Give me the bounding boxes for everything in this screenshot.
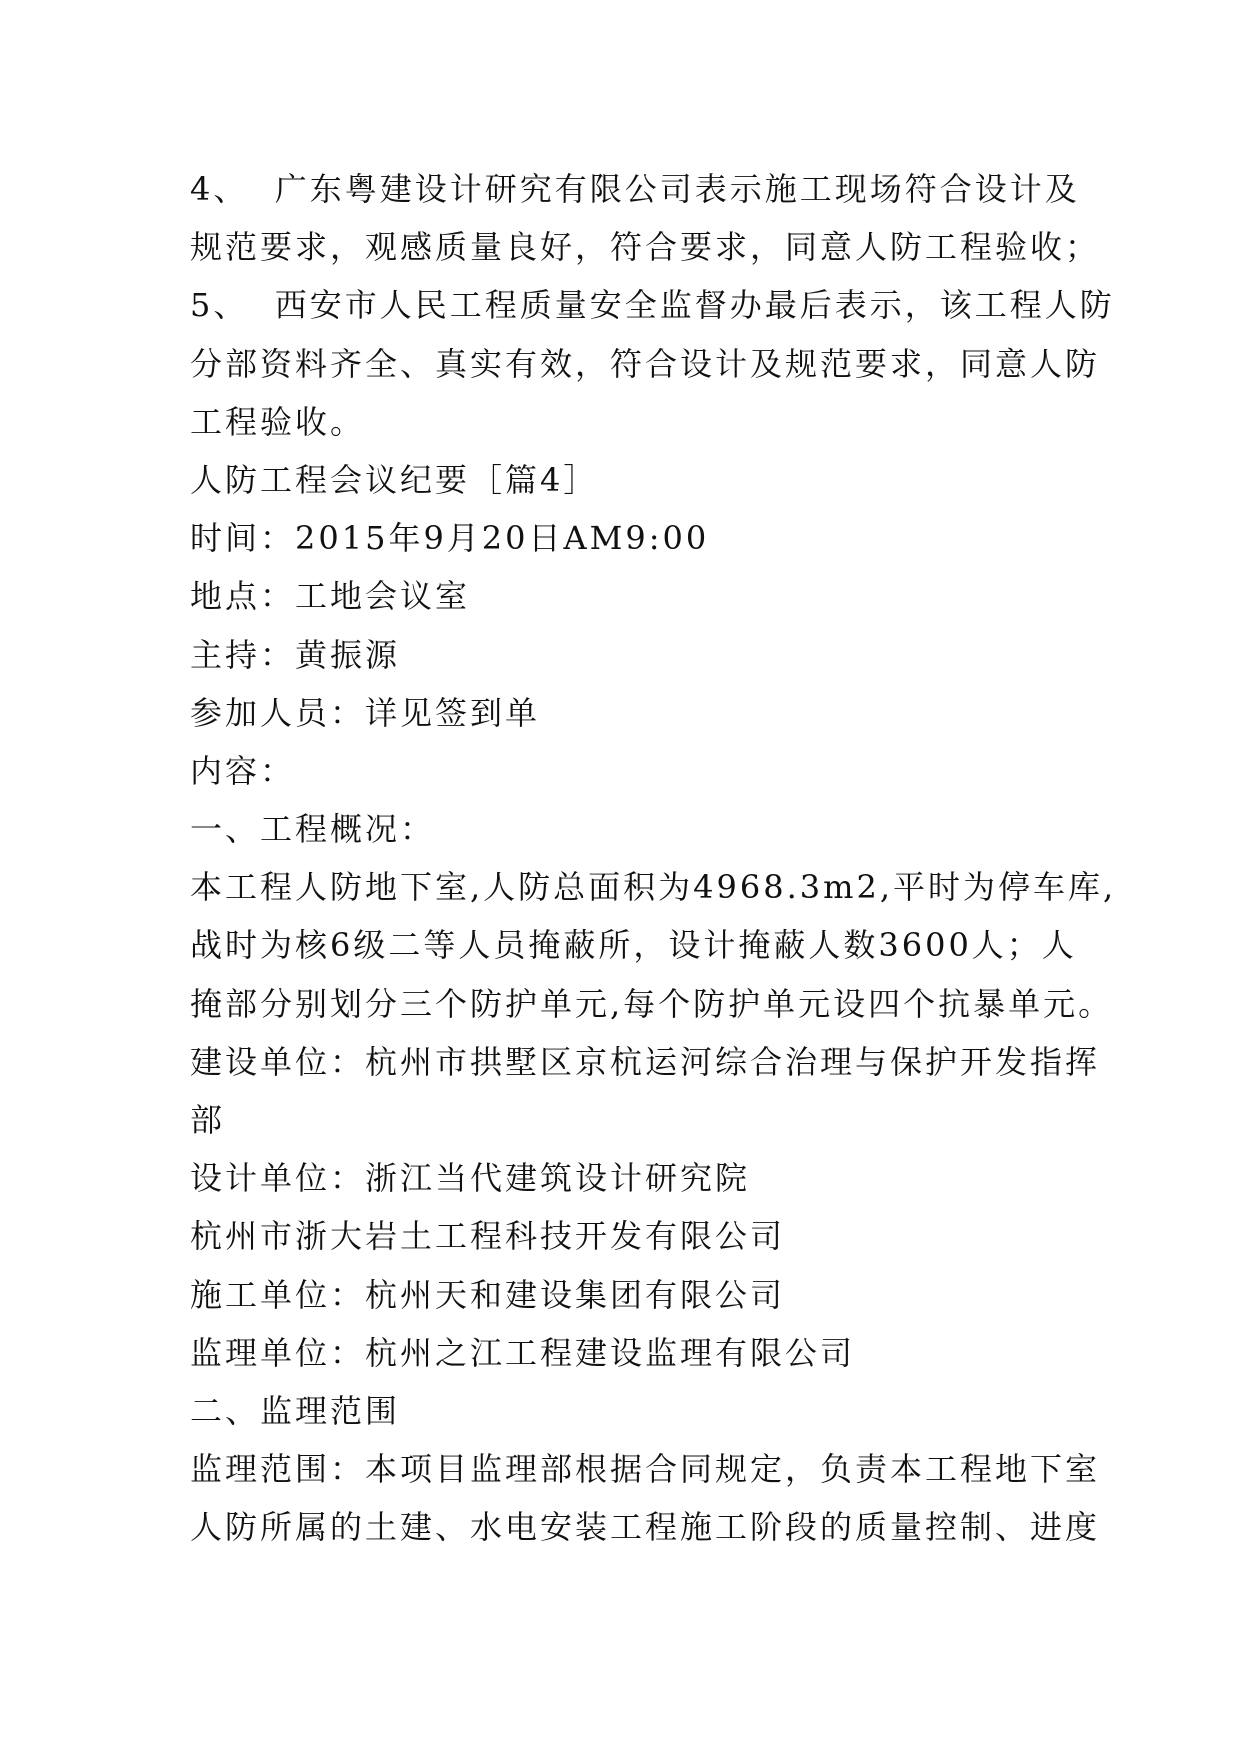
meeting-time: 时间：2015年9月20日AM9:00 [190, 519, 710, 558]
text-line: 5、 西安市人民工程质量安全监督办最后表示，该工程人防 [190, 286, 1115, 325]
meeting-attendees: 参加人员：详见签到单 [190, 693, 541, 732]
subsection-heading: 二、监理范围 [190, 1391, 401, 1430]
subsection-heading: 一、工程概况： [190, 810, 436, 849]
text-line: 本工程人防地下室,人防总面积为4968.3m2,平时为停车库, [190, 868, 1117, 907]
builder-unit: 施工单位：杭州天和建设集团有限公司 [190, 1275, 786, 1314]
text-line: 战时为核6级二等人员掩蔽所，设计掩蔽人数3600人；人 [190, 926, 1077, 965]
text-line: 4、 广东粤建设计研究有限公司表示施工现场符合设计及 [190, 170, 1080, 208]
section-title: 人防工程会议纪要［篇4］ [190, 460, 599, 499]
text-line: 监理范围：本项目监理部根据合同规定，负责本工程地下室 [190, 1450, 1101, 1489]
content-heading: 内容： [190, 751, 296, 790]
meeting-location: 地点：工地会议室 [190, 577, 471, 616]
construction-unit: 建设单位：杭州市拱墅区京杭运河综合治理与保护开发指挥 [190, 1042, 1101, 1081]
text-line: 部 [190, 1101, 226, 1139]
meeting-host: 主持：黄振源 [190, 635, 401, 674]
design-unit-secondary: 杭州市浙大岩土工程科技开发有限公司 [190, 1217, 786, 1256]
document-body [190, 160, 1117, 1557]
text-line: 规范要求，观感质量良好，符合要求，同意人防工程验收； [190, 228, 1101, 267]
text-line: 人防所属的土建、水电安装工程施工阶段的质量控制、进度 [190, 1508, 1101, 1547]
supervision-unit: 监理单位：杭州之江工程建设监理有限公司 [190, 1333, 856, 1372]
text-line: 分部资料齐全、真实有效，符合设计及规范要求，同意人防 [190, 344, 1101, 383]
text-line: 工程验收。 [190, 402, 366, 441]
design-unit: 设计单位：浙江当代建筑设计研究院 [190, 1159, 751, 1198]
text-line: 掩部分别划分三个防护单元,每个防护单元设四个抗暴单元。 [190, 984, 1114, 1023]
